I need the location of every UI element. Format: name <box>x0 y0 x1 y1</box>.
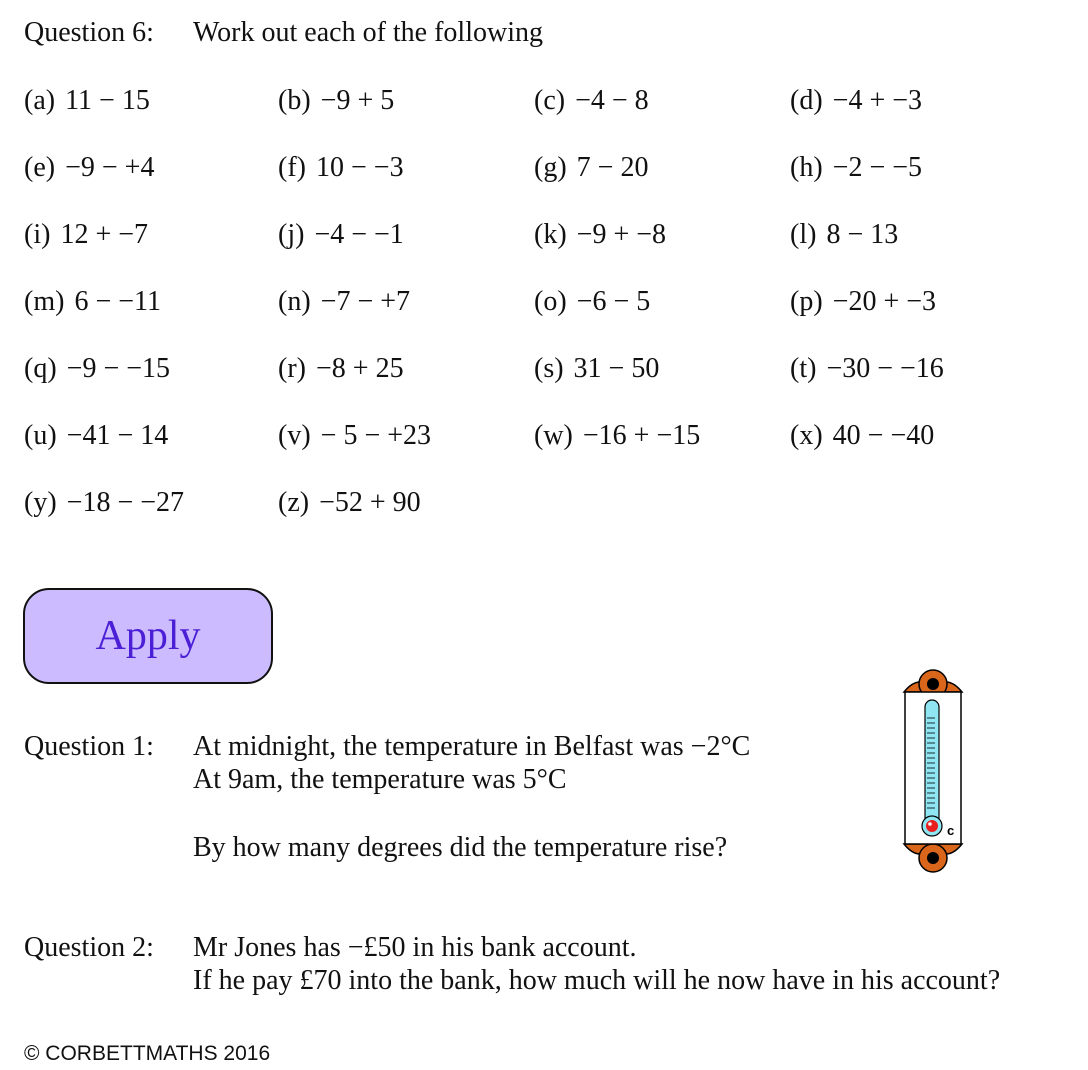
question-item-x <box>790 419 934 453</box>
copyright-footer: © CORBETTMATHS 2016 <box>24 1042 271 1065</box>
item-expression: −9 − −15 <box>66 353 171 384</box>
item-expression: 6 − −11 <box>74 286 161 317</box>
item-expression: 8 − 13 <box>826 219 899 250</box>
thermometer-icon <box>902 668 964 874</box>
question-row <box>24 486 1044 553</box>
item-expression: −18 − −27 <box>66 487 185 518</box>
question-2-line-2: If he pay £70 into the bank, how much will he now have in his account? <box>193 965 1001 996</box>
item-expression: −4 − 8 <box>575 85 649 116</box>
question-item-u <box>24 419 168 453</box>
item-expression: −52 + 90 <box>319 487 421 518</box>
item-expression: −6 − 5 <box>576 286 651 317</box>
question-item-o <box>534 285 650 319</box>
question-item-m <box>24 285 161 319</box>
item-expression: −20 + −3 <box>832 286 937 317</box>
item-expression: 10 − −3 <box>315 152 404 183</box>
item-expression: −8 + 25 <box>315 353 404 384</box>
question-item-i <box>24 218 148 252</box>
item-label: (b) <box>278 85 311 116</box>
question-item-d <box>790 84 922 118</box>
item-label: (g) <box>534 152 567 183</box>
item-label: (l) <box>790 219 817 250</box>
item-label: (v) <box>278 420 311 451</box>
question-item-n <box>278 285 410 319</box>
item-label: (y) <box>24 487 57 518</box>
question-item-e <box>24 151 154 185</box>
item-expression: −16 + −15 <box>582 420 701 451</box>
item-label: (x) <box>790 420 823 451</box>
question-row <box>24 151 1044 218</box>
item-label: (d) <box>790 85 823 116</box>
question-1-label: Question 1: <box>24 731 154 762</box>
item-expression: 31 − 50 <box>573 353 660 384</box>
item-expression: 11 − 15 <box>65 85 150 116</box>
item-expression: −9 + 5 <box>320 85 395 116</box>
item-label: (i) <box>24 219 51 250</box>
item-expression: −4 − −1 <box>314 219 404 250</box>
item-expression: −4 + −3 <box>832 85 923 116</box>
question-item-z <box>278 486 421 520</box>
item-expression: −9 + −8 <box>576 219 667 250</box>
question-item-w <box>534 419 700 453</box>
item-expression: − 5 − +23 <box>320 420 432 451</box>
question-item-a <box>24 84 150 118</box>
item-label: (m) <box>24 286 65 317</box>
item-expression: 7 − 20 <box>576 152 649 183</box>
question-item-l <box>790 218 898 252</box>
item-expression: −2 − −5 <box>832 152 923 183</box>
question-6-grid <box>24 84 1044 553</box>
question-item-q <box>24 352 170 386</box>
question-item-h <box>790 151 922 185</box>
question-1-line-1: At midnight, the temperature in Belfast was −2°C <box>193 731 751 762</box>
item-label: (w) <box>534 420 573 451</box>
question-2-line-1: Mr Jones has −£50 in his bank account. <box>193 932 637 963</box>
question-item-t <box>790 352 944 386</box>
question-item-r <box>278 352 404 386</box>
question-item-p <box>790 285 936 319</box>
item-label: (r) <box>278 353 306 384</box>
item-expression: −30 − −16 <box>826 353 944 384</box>
question-1-line-3: By how many degrees did the temperature rise? <box>193 832 728 863</box>
item-label: (q) <box>24 353 57 384</box>
question-2-label: Question 2: <box>24 932 154 963</box>
item-expression: 12 + −7 <box>60 219 149 250</box>
item-label: (z) <box>278 487 310 518</box>
question-row <box>24 218 1044 285</box>
question-6-label: Question 6: <box>24 17 154 48</box>
question-item-y <box>24 486 184 520</box>
question-row <box>24 352 1044 419</box>
thermometer-unit-label: c <box>947 823 955 838</box>
item-label: (t) <box>790 353 817 384</box>
question-row <box>24 419 1044 486</box>
item-label: (a) <box>24 85 56 116</box>
item-label: (e) <box>24 152 56 183</box>
item-label: (n) <box>278 286 311 317</box>
item-label: (f) <box>278 152 306 183</box>
item-expression: −41 − 14 <box>66 420 169 451</box>
item-label: (j) <box>278 219 305 250</box>
item-expression: −9 − +4 <box>65 152 155 183</box>
item-label: (s) <box>534 353 564 384</box>
question-item-f <box>278 151 404 185</box>
item-label: (p) <box>790 286 823 317</box>
item-label: (c) <box>534 85 566 116</box>
item-expression: −7 − +7 <box>320 286 411 317</box>
question-item-v <box>278 419 431 453</box>
item-label: (o) <box>534 286 567 317</box>
question-item-g <box>534 151 648 185</box>
question-item-s <box>534 352 659 386</box>
item-expression: 40 − −40 <box>832 420 935 451</box>
question-item-b <box>278 84 394 118</box>
item-label: (k) <box>534 219 567 250</box>
question-6-instruction: Work out each of the following <box>193 17 543 48</box>
apply-button[interactable]: Apply <box>23 588 273 684</box>
item-label: (u) <box>24 420 57 451</box>
question-row <box>24 285 1044 352</box>
item-label: (h) <box>790 152 823 183</box>
question-1-line-2: At 9am, the temperature was 5°C <box>193 764 567 795</box>
question-item-j <box>278 218 404 252</box>
question-item-c <box>534 84 649 118</box>
question-row <box>24 84 1044 151</box>
question-item-k <box>534 218 666 252</box>
